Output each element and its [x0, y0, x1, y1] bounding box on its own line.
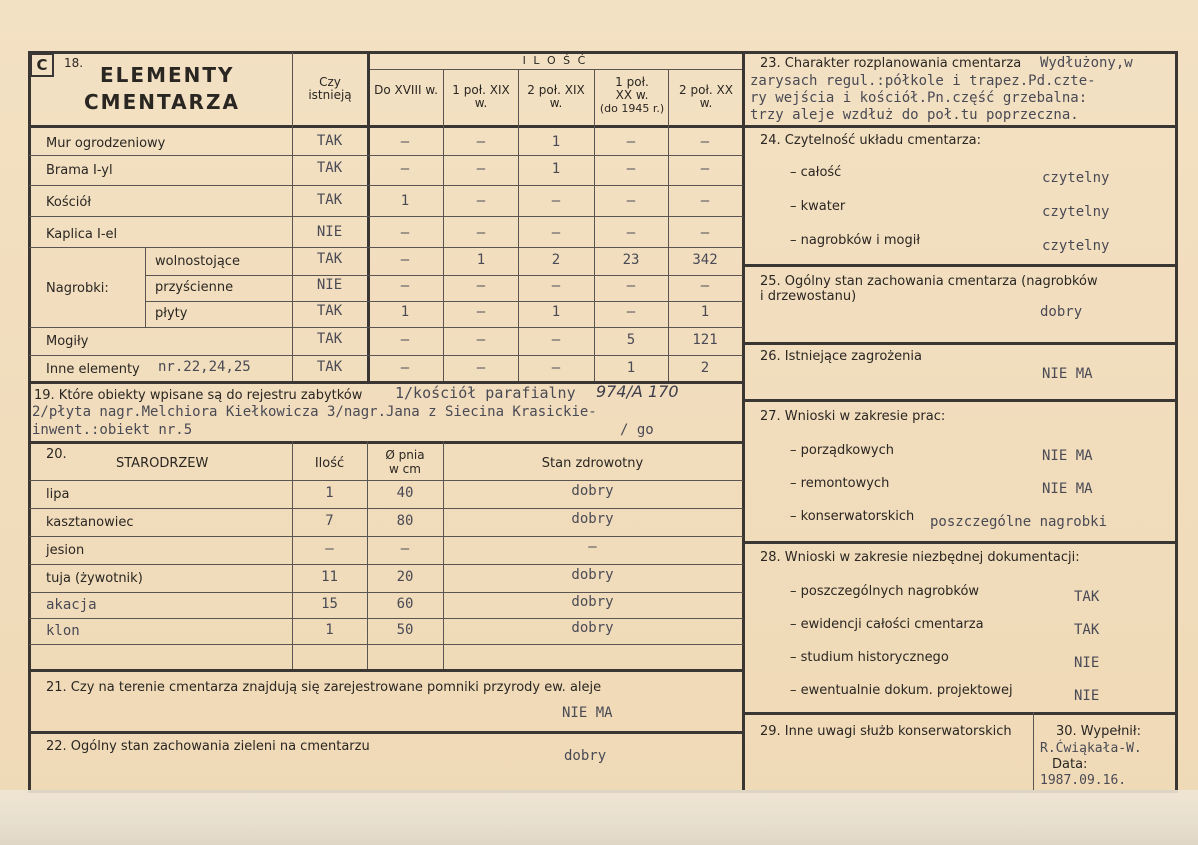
column-header-exists: Czy istnieją — [308, 75, 352, 102]
element-count-value: 23 — [622, 252, 640, 268]
element-count-value: – — [476, 193, 486, 209]
divider — [743, 541, 1177, 544]
divider — [368, 69, 742, 70]
list-item-value: NIE MA — [1042, 481, 1093, 497]
divider — [29, 441, 743, 444]
element-count-value: – — [700, 278, 710, 294]
tree-health: dobry — [571, 483, 614, 499]
element-exists-value: TAK — [316, 160, 343, 176]
layout-character-line: Wydłużony,w — [1040, 55, 1133, 71]
element-row-label: Kaplica I-el — [46, 227, 118, 242]
divider — [29, 185, 743, 186]
element-count-value: – — [551, 332, 561, 348]
tree-diameter: 60 — [396, 596, 414, 612]
divider — [29, 592, 743, 593]
list-item-value: NIE MA — [1042, 448, 1093, 464]
condition-label: 25. Ogólny stan zachowania cmentarza (nagrobków — [760, 274, 1098, 289]
section-box-label: C — [30, 53, 54, 77]
element-row-label: Brama I-yl — [46, 163, 113, 178]
tree-quantity: 7 — [325, 513, 334, 529]
list-item-value: NIE — [1074, 655, 1100, 671]
list-item-label: – remontowych — [790, 476, 890, 491]
tree-diameter: 80 — [396, 513, 414, 529]
registry-line-1: 1/kościół parafialny — [395, 384, 576, 402]
readability-label: 24. Czytelność układu cmentarza: — [760, 133, 982, 148]
tree-health: dobry — [571, 567, 614, 583]
layout-character-line: zarysach regul.:półkole i trapez.Pd.czte- — [750, 73, 1096, 89]
element-exists-value: NIE — [316, 224, 343, 240]
filled-by-label: 30. Wypełnił: — [1056, 724, 1141, 739]
registry-line-2: 2/płyta nagr.Melchiora Kiełkowicza 3/nagr.Jana z Siecina Krasickie- — [32, 404, 597, 420]
divider — [29, 327, 743, 328]
element-exists-value: TAK — [316, 331, 343, 347]
element-count-value: – — [551, 360, 561, 376]
element-count-value: 1 — [551, 134, 561, 150]
element-count-value: 121 — [692, 332, 718, 348]
list-item-label: – ewidencji całości cmentarza — [790, 617, 984, 632]
element-row-label: Mur ogrodzeniowy — [46, 136, 166, 151]
column-header-period: 1 poł. — [615, 75, 649, 89]
divider — [743, 264, 1177, 267]
element-count-value: – — [700, 134, 710, 150]
column-header-period: 2 poł. XIX w. — [527, 83, 585, 110]
element-count-value: – — [476, 332, 486, 348]
threats-value: NIE MA — [1042, 366, 1093, 382]
element-row-label: przyścienne — [155, 280, 234, 295]
layout-character-line: ry wejścia i kościół.Pn.część grzebalna: — [750, 90, 1088, 106]
section-title: ELEMENTY — [100, 63, 235, 87]
column-header-diameter: Ø pnia — [385, 448, 425, 462]
element-count-value: 2 — [700, 360, 710, 376]
element-count-value: – — [476, 134, 486, 150]
list-item-label: – studium historycznego — [790, 650, 949, 665]
element-exists-value: TAK — [316, 359, 343, 375]
element-count-value: 1 — [700, 304, 710, 320]
element-count-value: – — [400, 225, 410, 241]
divider — [742, 52, 745, 792]
nagrobki-label: Nagrobki: — [46, 281, 109, 296]
tape-strip — [0, 790, 1198, 845]
element-exists-value: TAK — [316, 251, 343, 267]
section-title: CMENTARZA — [84, 90, 240, 114]
list-item-label: – całość — [790, 165, 842, 180]
element-count-value: 2 — [551, 252, 561, 268]
element-count-value: 5 — [626, 332, 636, 348]
column-header-period: (do 1945 r.) — [599, 102, 665, 115]
element-count-value: – — [551, 225, 561, 241]
element-count-value: 1 — [400, 193, 410, 209]
list-item-label: – konserwatorskich — [790, 509, 915, 524]
element-count-value: – — [700, 193, 710, 209]
element-count-value: – — [551, 193, 561, 209]
registry-line-3-end: / go — [620, 422, 654, 438]
column-header-period: XX w. — [615, 88, 649, 102]
works-label: 27. Wnioski w zakresie prac: — [760, 409, 946, 424]
divider — [29, 355, 743, 356]
divider — [29, 536, 743, 537]
divider — [29, 247, 743, 248]
column-header-quantity: I L O Ś Ć — [522, 54, 588, 67]
tree-name: kasztanowiec — [46, 515, 134, 530]
element-exists-value: TAK — [316, 192, 343, 208]
divider — [145, 275, 743, 276]
list-item-label: – kwater — [790, 199, 846, 214]
column-header-period: 2 poł. XX w. — [679, 83, 733, 110]
divider — [29, 216, 743, 217]
tree-quantity: 1 — [325, 485, 334, 501]
tree-quantity: 15 — [321, 596, 338, 612]
list-item-value: czytelny — [1042, 238, 1110, 254]
natural-monuments-value: NIE MA — [562, 705, 613, 721]
element-count-value: – — [476, 304, 486, 320]
documentation-label: 28. Wnioski w zakresie niezbędnej dokumentacji: — [760, 550, 1080, 565]
element-count-value: – — [700, 161, 710, 177]
list-item-value: NIE — [1074, 688, 1100, 704]
divider — [29, 125, 743, 128]
tree-health: – — [588, 539, 597, 555]
tree-health: dobry — [571, 620, 614, 636]
divider — [29, 669, 743, 672]
divider — [29, 731, 743, 734]
element-count-value: – — [400, 134, 410, 150]
divider — [29, 155, 743, 156]
greenery-condition-value: dobry — [564, 748, 607, 764]
section-number: 18. — [64, 56, 84, 70]
date-value: 1987.09.16. — [1040, 773, 1127, 788]
element-count-value: 1 — [626, 360, 636, 376]
divider — [29, 644, 743, 645]
element-count-value: – — [626, 225, 636, 241]
tree-name: jesion — [46, 543, 85, 558]
divider — [743, 399, 1177, 402]
element-count-value: – — [626, 278, 636, 294]
list-item-label: – poszczególnych nagrobków — [790, 584, 980, 599]
element-row-label: Mogiły — [46, 334, 89, 349]
tree-diameter: 50 — [396, 622, 414, 638]
divider — [29, 480, 743, 481]
divider — [145, 301, 743, 302]
date-label: Data: — [1052, 757, 1088, 772]
starodrzew-title: STARODRZEW — [116, 456, 209, 471]
element-exists-value: TAK — [316, 303, 343, 319]
element-count-value: – — [400, 161, 410, 177]
element-count-value: 1 — [476, 252, 486, 268]
divider — [29, 564, 743, 565]
tree-quantity: – — [325, 541, 334, 557]
tree-quantity: 1 — [325, 622, 334, 638]
tree-diameter: – — [400, 541, 410, 557]
section-number: 20. — [46, 447, 67, 462]
layout-character-label: 23. Charakter rozplanowania cmentarza — [760, 56, 1022, 71]
divider — [1033, 712, 1034, 792]
element-count-value: – — [476, 161, 486, 177]
tree-health: dobry — [571, 511, 614, 527]
registry-number: 974/A 170 — [596, 382, 679, 401]
list-item-value: TAK — [1074, 622, 1100, 638]
tree-quantity: 11 — [321, 569, 338, 585]
element-exists-value: TAK — [316, 133, 343, 149]
element-row-label: wolnostojące — [155, 254, 240, 269]
element-count-value: – — [476, 278, 486, 294]
element-count-value: – — [551, 278, 561, 294]
element-count-value: – — [400, 278, 410, 294]
list-item-label: – porządkowych — [790, 443, 894, 458]
layout-character-line: trzy aleje wzdłuż do poł.tu poprzeczna. — [750, 107, 1079, 123]
column-header-period: 1 poł. XIX w. — [452, 83, 510, 110]
element-count-value: 1 — [551, 161, 561, 177]
column-header-quantity: Ilość — [314, 456, 345, 471]
element-row-label: Kościół — [46, 195, 92, 210]
element-count-value: – — [400, 332, 410, 348]
list-item-value: czytelny — [1042, 170, 1110, 186]
other-remarks-label: 29. Inne uwagi służb konserwatorskich — [760, 724, 1012, 739]
element-count-value: – — [400, 360, 410, 376]
list-item-label: – ewentualnie dokum. projektowej — [790, 683, 1013, 698]
list-item-value: TAK — [1074, 589, 1100, 605]
greenery-condition-label: 22. Ogólny stan zachowania zieleni na cmentarzu — [46, 739, 370, 754]
element-count-value: – — [626, 304, 636, 320]
list-item-label: – nagrobków i mogił — [790, 233, 921, 248]
element-row-label: płyty — [155, 306, 188, 321]
natural-monuments-label: 21. Czy na terenie cmentarza znajdują się zarejestrowane pomniki przyrody ew. aleje — [46, 680, 602, 695]
divider — [743, 342, 1177, 345]
tree-name: tuja (żywotnik) — [46, 571, 143, 586]
inne-elementy-value: nr.22,24,25 — [158, 359, 251, 375]
element-count-value: 1 — [400, 304, 410, 320]
condition-value: dobry — [1040, 304, 1083, 320]
element-count-value: – — [476, 225, 486, 241]
registry-label: 19. Które obiekty wpisane są do rejestru zabytków — [34, 388, 363, 403]
divider — [29, 508, 743, 509]
column-header-period: Do XVIII w. — [374, 83, 438, 97]
condition-label: i drzewostanu) — [760, 289, 857, 304]
element-exists-value: NIE — [316, 277, 343, 293]
divider — [29, 618, 743, 619]
divider — [743, 712, 1177, 715]
threats-label: 26. Istniejące zagrożenia — [760, 349, 922, 364]
list-item-value: czytelny — [1042, 204, 1110, 220]
divider — [145, 247, 146, 327]
tree-diameter: 40 — [396, 485, 414, 501]
element-count-value: – — [626, 161, 636, 177]
tree-name: lipa — [46, 487, 70, 502]
tree-name: klon — [46, 623, 80, 639]
element-count-value: – — [700, 225, 710, 241]
divider — [743, 125, 1177, 128]
element-count-value: – — [626, 193, 636, 209]
element-count-value: – — [476, 360, 486, 376]
column-header-diameter: w cm — [389, 462, 421, 476]
filled-by-name: R.Ćwiąkała-W. — [1040, 741, 1142, 756]
element-count-value: 1 — [551, 304, 561, 320]
column-header-health: Stan zdrowotny — [541, 456, 644, 471]
element-count-value: 342 — [692, 252, 718, 268]
element-count-value: – — [626, 134, 636, 150]
element-row-label: Inne elementy — [46, 362, 140, 377]
tree-diameter: 20 — [396, 569, 414, 585]
tree-name: akacja — [46, 597, 97, 613]
list-item-value: poszczególne nagrobki — [930, 514, 1108, 530]
element-count-value: – — [400, 252, 410, 268]
registry-line-3: inwent.:obiekt nr.5 — [32, 422, 193, 438]
tree-health: dobry — [571, 594, 614, 610]
